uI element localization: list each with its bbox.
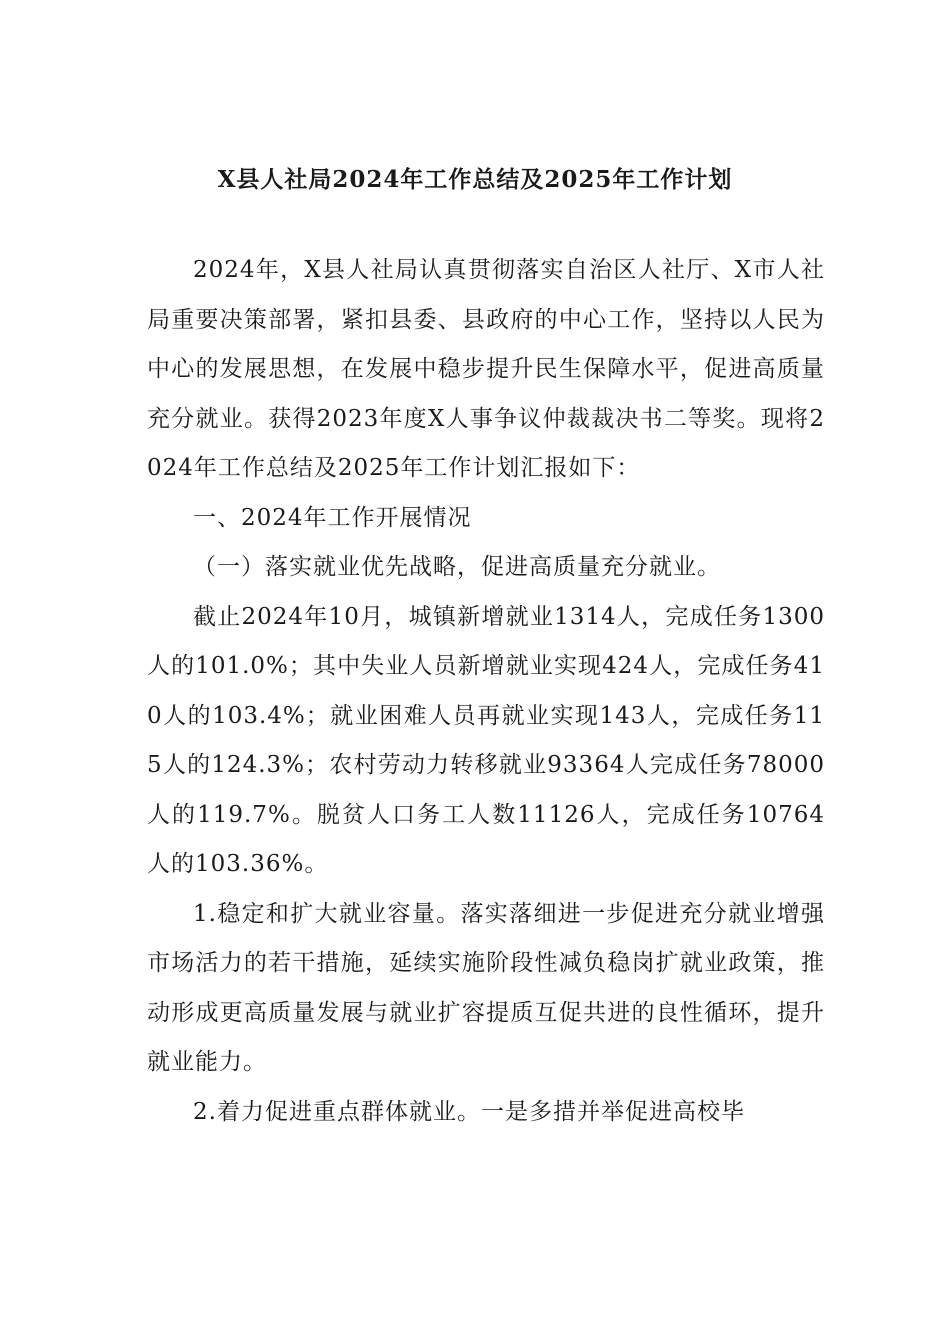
section-heading: 一、2024年工作开展情况 xyxy=(193,504,472,531)
document-body xyxy=(147,246,825,1137)
subsection-heading: （一）落实就业优先战略，促进高质量充分就业。 xyxy=(193,554,721,580)
item-paragraph-1: 1.稳定和扩大就业容量。落实落细进一步促进充分就业增强市场活力的若干措施，延续实施阶段性减负稳岗扩就业政策，推动形成更高质量发展与就业扩容提质互促共进的良性循环，提升就业能力。 xyxy=(147,900,825,1075)
item-paragraph-2: 2.着力促进重点群体就业。一是多措并举促进高校毕 xyxy=(193,1098,745,1125)
statistics-paragraph: 截止2024年10月，城镇新增就业1314人，完成任务1300人的101.0%；其中失业人员新增就业实现424人，完成任务410人的103.4%；就业困难人员再就业实现143人，完成任务115人的124.3%；农村劳动力转移就业93364人完成任务78000人的119.7%。脱贫人口务工人数11126人，完成任务10764人的103.36%。 xyxy=(147,603,825,877)
document-title: X县人社局2024年工作总结及2025年工作计划 xyxy=(217,166,733,193)
intro-paragraph: 2024年，X县人社局认真贯彻落实自治区人社厅、X市人社局重要决策部署，紧扣县委、县政府的中心工作，坚持以人民为中心的发展思想，在发展中稳步提升民生保障水平，促进高质量充分就业。获得2023年度X人事争议仲裁裁决书二等奖。现将2024年工作总结及2025年工作计划汇报如下： xyxy=(147,257,825,481)
